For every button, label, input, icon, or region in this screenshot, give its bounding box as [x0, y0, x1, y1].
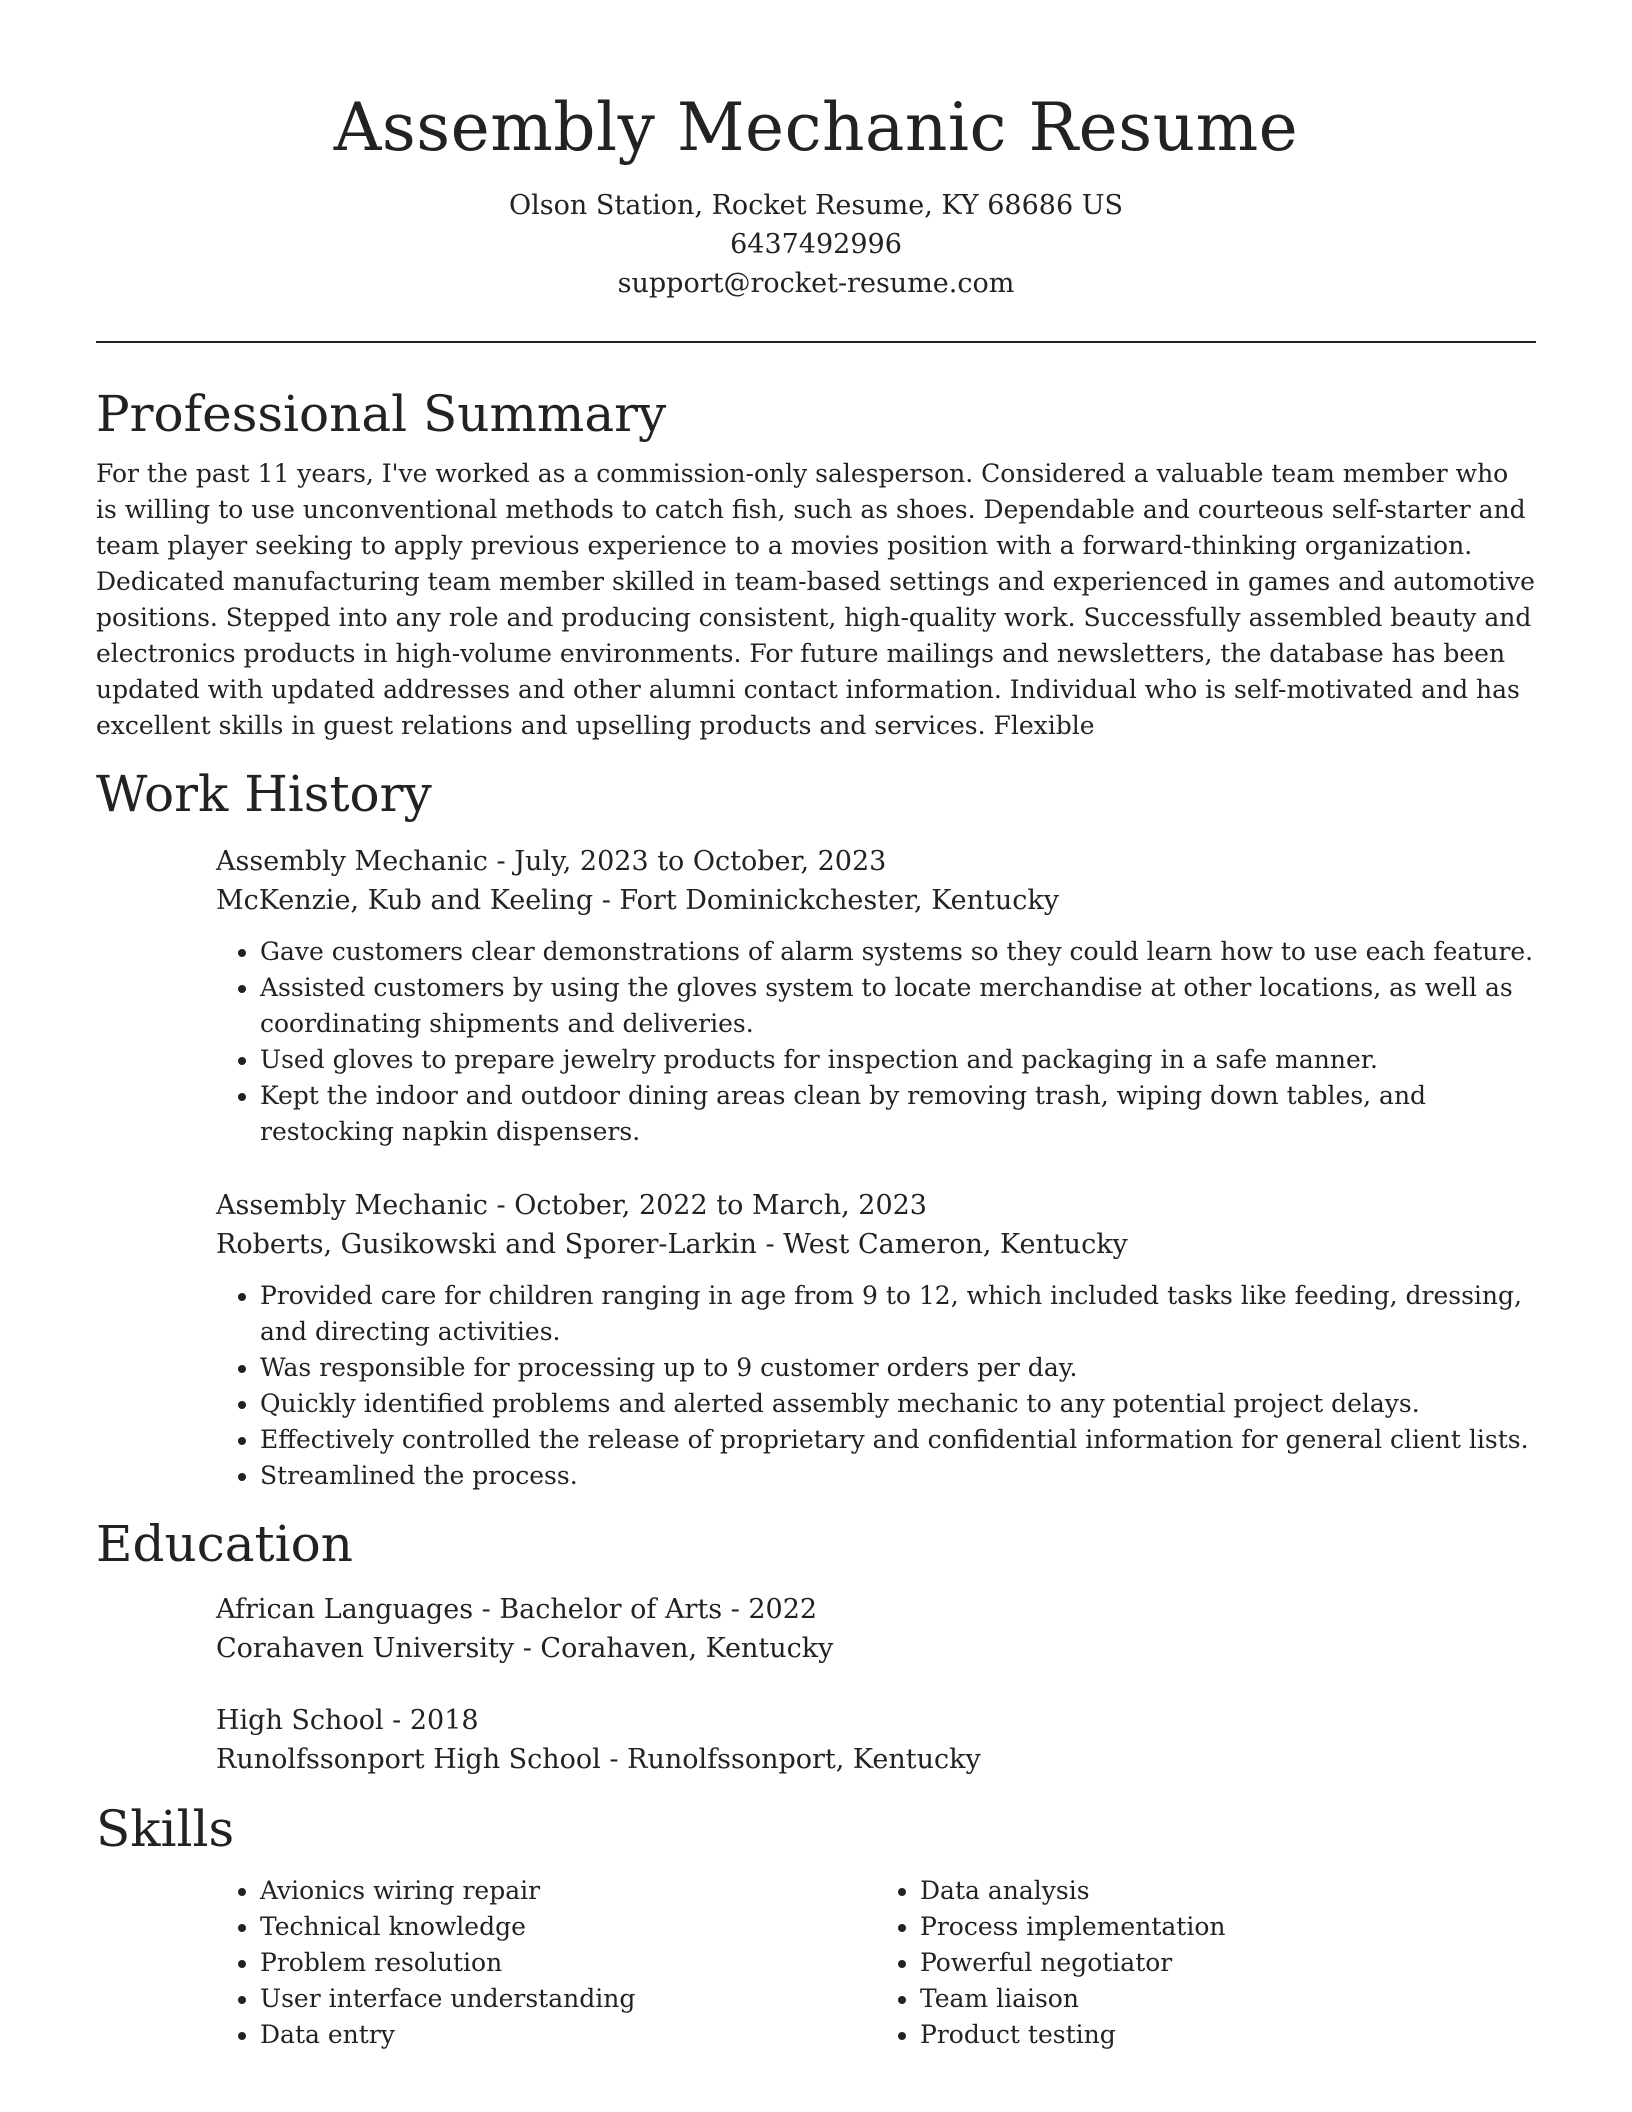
job-dates: - October, 2022 to March, 2023 [487, 1190, 927, 1221]
job-bullet: • Effectively controlled the release of proprietary and confidential information for general client lists. [260, 1422, 1536, 1458]
skill-item: • Powerful negotiator [920, 1945, 1536, 1981]
skill-item: • Problem resolution [260, 1945, 876, 1981]
education-entry [216, 1701, 1536, 1779]
skills-list-right [876, 1873, 1536, 2053]
job-company-line [216, 881, 1536, 920]
job-title: Assembly Mechanic [216, 1190, 488, 1221]
education-location: - Runolfssonport, Kentucky [600, 1744, 981, 1775]
skill-item: • User interface understanding [260, 1981, 876, 2017]
skill-item: • Data analysis [920, 1873, 1536, 1909]
education-year: - 2022 [722, 1594, 818, 1625]
job-bullet: • Used gloves to prepare jewelry products for inspection and packaging in a safe manner. [260, 1042, 1536, 1078]
education-school: Corahaven University [216, 1633, 515, 1664]
contact-block [0, 186, 1632, 303]
skill-item: • Technical knowledge [260, 1909, 876, 1945]
education-degree-line [216, 1701, 1536, 1740]
skill-item: • Product testing [920, 2017, 1536, 2053]
job-bullet: • Provided care for children ranging in age from 9 to 12, which included tasks like feeding, dressing, and directing activities. [260, 1278, 1536, 1350]
work-title: Work History [96, 765, 432, 823]
job-bullet: • Kept the indoor and outdoor dining areas clean by removing trash, wiping down tables, and restocking napkin dispensers. [260, 1078, 1536, 1150]
education-title: Education [96, 1515, 353, 1573]
education-location: - Corahaven, Kentucky [514, 1633, 834, 1664]
job-bullet: • Assisted customers by using the gloves system to locate merchandise at other locations, as well as coordinating shipments and deliveries. [260, 970, 1536, 1042]
job-company-line [216, 1225, 1536, 1264]
job-bullet: • Gave customers clear demonstrations of alarm systems so they could learn how to use each feature. [260, 934, 1536, 970]
education-section [96, 1508, 1536, 1779]
job-bullet: • Streamlined the process. [260, 1458, 1536, 1494]
skill-item: • Team liaison [920, 1981, 1536, 2017]
job-bullets [216, 934, 1536, 1150]
education-degree: African Languages - Bachelor of Arts [216, 1594, 723, 1625]
resume-content [96, 378, 1536, 2053]
contact-address: Olson Station, Rocket Resume, KY 68686 US [509, 190, 1123, 221]
skill-item: • Avionics wiring repair [260, 1873, 876, 1909]
education-degree: High School [216, 1705, 384, 1736]
job-company: McKenzie, Kub and Keeling [216, 885, 594, 916]
job-location: - Fort Dominickchester, Kentucky [593, 885, 1059, 916]
header-divider [96, 341, 1536, 343]
skill-item: • Process implementation [920, 1909, 1536, 1945]
education-year: - 2018 [383, 1705, 479, 1736]
summary-section [96, 378, 1536, 744]
job-title-line [216, 1186, 1536, 1225]
job-bullet: • Quickly identified problems and alerted assembly mechanic to any potential project delays. [260, 1386, 1536, 1422]
education-degree-line [216, 1590, 1536, 1629]
job-bullets [216, 1278, 1536, 1494]
summary-text: For the past 11 years, I've worked as a commission-only salesperson. Considered a valuable team member who is willing to use unconventional methods to catch fish, such as shoes. Dependable and courteous self-starter and team player seeking to apply previous experience to a movies position with a forward-thinking organization. Dedicated manufacturing team member skilled in team-based settings and experienced in games and automotive positions. Stepped into any role and producing consistent, high-quality work. Successfully assembled beauty and electronics products in high-volume environments. For future mailings and newsletters, the database has been updated with updated addresses and other alumni contact information. Individual who is self-motivated and has excellent skills in guest relations and upselling products and services. Flexible [96, 459, 1535, 740]
job-entry [216, 842, 1536, 1150]
skills-section [96, 1793, 1536, 2053]
job-title-line [216, 842, 1536, 881]
job-bullet: • Was responsible for processing up to 9 customer orders per day. [260, 1350, 1536, 1386]
contact-email: support@rocket-resume.com [617, 268, 1015, 299]
skills-columns [216, 1873, 1536, 2053]
summary-title: Professional Summary [96, 385, 667, 443]
job-location: - West Cameron, Kentucky [756, 1229, 1128, 1260]
job-dates: - July, 2023 to October, 2023 [487, 846, 887, 877]
education-school: Runolfssonport High School [216, 1744, 601, 1775]
skill-item: • Data entry [260, 2017, 876, 2053]
education-entry [216, 1590, 1536, 1668]
resume-header [0, 78, 1632, 303]
job-entry [216, 1186, 1536, 1494]
skills-title: Skills [96, 1800, 235, 1858]
education-school-line [216, 1740, 1536, 1779]
education-school-line [216, 1629, 1536, 1668]
job-title: Assembly Mechanic [216, 846, 488, 877]
skills-list-left [216, 1873, 876, 2053]
contact-phone: 6437492996 [730, 229, 902, 260]
resume-name: Assembly Mechanic Resume [333, 89, 1299, 166]
work-section [96, 758, 1536, 1494]
job-company: Roberts, Gusikowski and Sporer-Larkin [216, 1229, 757, 1260]
